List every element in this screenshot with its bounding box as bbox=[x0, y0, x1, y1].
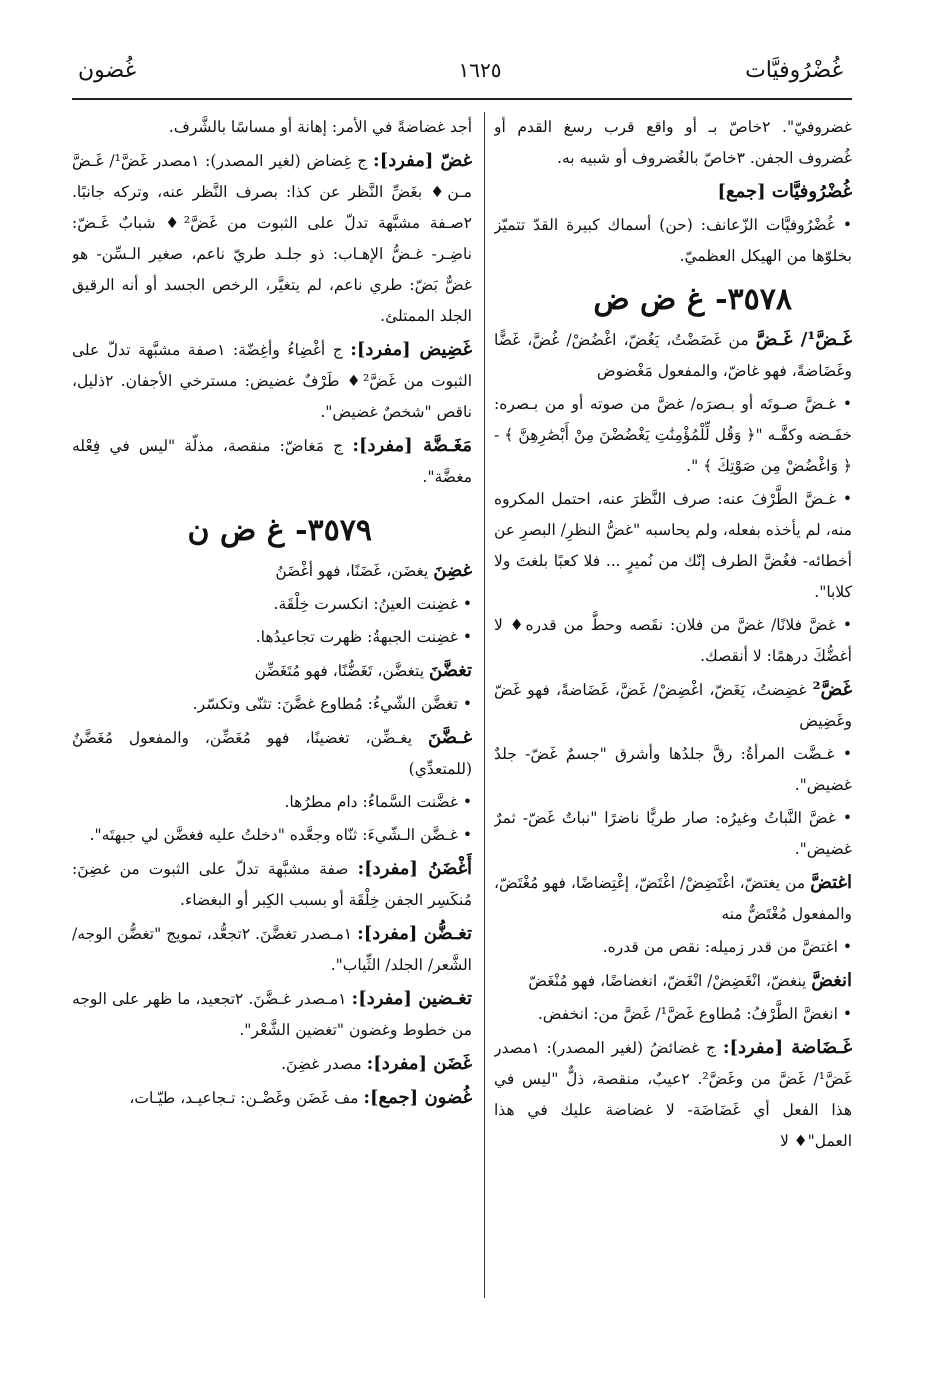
column-divider bbox=[484, 112, 485, 1298]
entry-headword: غُضون [جمع]: bbox=[363, 1087, 472, 1108]
entry-definition: أجد غضاضةً في الأمر: إهانة أو مساسًا بالشَّرف. bbox=[168, 118, 472, 136]
dictionary-entry bbox=[494, 739, 852, 801]
dictionary-entry bbox=[72, 112, 472, 143]
header-first-entry: غُضْرُوفيَّات bbox=[745, 58, 843, 83]
entry-headword: تغضَّنَ bbox=[428, 660, 472, 681]
entry-definition: ١مـصدر تغضَّنَ. ٢تجعُّد، تمويج "تغضُّن الوجه/ الشَّعر/ الجلد/ الثِّياب". bbox=[72, 925, 472, 974]
entry-headword: انغضَّ bbox=[811, 970, 852, 991]
entry-definition: ج غِضاض (لغير المصدر): ١مصدر غَضَّ¹/ غَـضَّ مـن♦ بغَضِّ النَّظر عن كذا: بصرف النَّظر عنه، وتركه جانبًا. ٢صـفة مشبَّهة تدلّ على الثبوت من غَضَّ²♦ شبابٌ غَـضّ: ناضِـر- غـضُّ الإهـاب: ذو جلـد طريّ ناعم، صغير الـسِّن- هو غضٌّ بَضّ: طري ناعم، لم يتغيَّر، الرخص الجسد أو أنه الرقيق الجلد الممتلئ. bbox=[72, 152, 472, 325]
entry-definition: يتغضَّن، تَغَضُّنًا، فهو مُتَغَضِّن bbox=[254, 662, 425, 680]
header-rule bbox=[72, 98, 852, 100]
dictionary-entry bbox=[72, 689, 472, 720]
root-heading: ٣٥٧٨- غ ض ض bbox=[593, 282, 792, 317]
entry-definition: صفة مشبَّهة تدلّ على الثبوت من غضِنَ: مُنكَسِر الجفن خِلْقَة أو بسبب الكِبر أو البغضاء. bbox=[72, 860, 472, 909]
entry-definition: • غضَّنت السَّماءُ: دام مطرُها. bbox=[284, 793, 472, 811]
dictionary-entry bbox=[494, 999, 852, 1030]
dictionary-entry bbox=[494, 389, 852, 482]
entry-definition: ينغضّ، انْغَضِضْ/ انْغَضّ، انغضاضًا، فهو مُنْغَضّ bbox=[528, 972, 807, 990]
right-column bbox=[494, 112, 852, 1302]
dictionary-entry bbox=[494, 610, 852, 672]
entry-definition: • انغضَّ الطَّرْفُ: مُطاوع غَضَّ¹/ غَضَّ من: انخفض. bbox=[537, 1005, 852, 1023]
entry-definition: • غُضْرُوفيَّات الزّعانف: (حن) أسماك كبيرة القدّ تتميّز بخلوّها من الهيكل العظميّ. bbox=[494, 216, 852, 265]
entry-definition: ج أغْضِاءُ وأغِضّة: ١صفة مشبَّهة تدلّ على الثبوت من غَضَّ²♦ طَرْفٌ غضيض: مسترخي الأجفان. ٢ذليل، ناقص "شخصٌ غضيض". bbox=[72, 341, 472, 421]
dictionary-entry bbox=[494, 324, 852, 387]
entry-definition: • غـضَّ صـوتَه أو بـصرَه/ غضَّ من صوته أو من بـصره: خفَـضه وكفَّـه "﴿ وَقُل لِّلْمُؤْمِنَٰتِ يَغْضُضْنَ مِنْ أَبْصَٰرِهِنَّ ﴾ - ﴿ وَاغْضُضْ مِن صَوْتِكَ ﴾ ". bbox=[494, 395, 852, 475]
entry-definition: ج غضائضُ (لغير المصدر): ١مصدر غَضَّ¹/ غَضَّ من وغَضَّ². ٢عيبٌ، منقصة، ذلٌّ "ليس في هذا الفعل أي غَضَاضَة- لا غضاضة عليك في هذا العمل"♦ لا bbox=[494, 1039, 852, 1150]
entry-definition: يغـضِّن، تغضينًا، فهو مُغَضِّن، والمفعول مُغَضَّنٌ (للمتعدِّي) bbox=[72, 729, 472, 778]
entry-headword: غَضِيض [مفرد]: bbox=[350, 339, 472, 360]
root-heading: ٣٥٧٩- غ ض ن bbox=[187, 513, 372, 548]
dictionary-entry bbox=[72, 555, 472, 587]
dictionary-entry bbox=[72, 622, 472, 653]
entry-definition: غضروفيّ". ٢خاصّ بـ أو واقع قرب رسغ القدم أو غُضروف الجفن. ٣خاصّ بالغُضروف أو شبيه به. bbox=[494, 118, 852, 167]
dictionary-entry bbox=[494, 1032, 852, 1157]
entry-headword: أَغْضَنُ [مفرد]: bbox=[357, 858, 472, 879]
entry-headword: غَضَّ² bbox=[812, 679, 852, 700]
dictionary-entry bbox=[72, 145, 472, 332]
left-column bbox=[72, 112, 472, 1302]
entry-headword: مَغَـضَّة [مفرد]: bbox=[352, 435, 472, 456]
entry-headword: غُضْرُوفيَّات [جمع] bbox=[717, 181, 852, 202]
entry-definition: • اغتضَّ من قدر زميله: نقص من قدره. bbox=[602, 938, 852, 956]
dictionary-entry bbox=[72, 787, 472, 818]
entry-headword: غَـضَاضة [مفرد]: bbox=[722, 1037, 852, 1058]
dictionary-entry bbox=[494, 674, 852, 737]
entry-headword: اغتضَّ bbox=[810, 872, 852, 893]
entry-definition: مصدر غضِنَ. bbox=[281, 1055, 362, 1073]
entry-definition: • تغضَّن الشّيءُ: مُطاوع غضَّنَ: تثنّى وتكسّر. bbox=[192, 695, 472, 713]
entry-definition: • غـضَّت المرأةُ: رقَّ جلدُها وأشرق "جسمٌ غَضّ- جلدٌ غضيض". bbox=[494, 745, 852, 794]
dictionary-entry bbox=[72, 334, 472, 428]
entry-headword: غـضَّنَ bbox=[427, 727, 472, 748]
page-number: ١٦٢٥ bbox=[458, 58, 502, 82]
entry-headword: غَـضَّ¹/ غَـضَّ bbox=[755, 329, 852, 350]
dictionary-entry bbox=[72, 430, 472, 493]
entry-headword: غَضَن [مفرد]: bbox=[366, 1053, 472, 1074]
dictionary-entry bbox=[72, 589, 472, 620]
dictionary-entry bbox=[494, 932, 852, 963]
entry-definition: غضِضتُ، يَغَضّ، اغْضِضْ/ غَضَّ، غَضَاضةً، فهو غَضّ وغَضِيض bbox=[494, 681, 852, 730]
dictionary-entry bbox=[72, 918, 472, 981]
dictionary-entry bbox=[494, 965, 852, 997]
dictionary-entry bbox=[494, 484, 852, 608]
entry-definition: ج مَغاضّ: منقصة، مذلّة "ليس في فِعْله مغضَّة". bbox=[72, 437, 472, 486]
entry-definition: يغضَن، غَضَنًا، فهو أغْضَنُ bbox=[275, 562, 429, 580]
dictionary-entry bbox=[494, 112, 852, 174]
entry-definition: مف غَضَن وغَضْـن: تـجاعيـد، طيّـات، bbox=[129, 1089, 359, 1107]
entry-definition: ١مـصدر غـضَّنَ. ٢تجعيد، ما ظهر على الوجه من خطوط وغضون "تغضين الشَّعْر". bbox=[72, 990, 472, 1039]
dictionary-entry bbox=[494, 210, 852, 272]
entry-definition: • غـضَّن الـشّيءَ: ثنّاه وجعَّده "دخلتُ عليه فغضَّن لي جبهتَه". bbox=[89, 826, 472, 844]
entry-definition: • غضِنت العينُ: انكسرت خِلْقَة. bbox=[273, 595, 472, 613]
entry-definition: • غـضَّ الطَّرْفَ عنه: صرف النَّظرَ عنه، احتمل المكروه منه، لم يأخذه بفعله، ولم يحاسبه "غضُّ النظرِ/ البصرِ عن أخطائه- فغُضَّ الطرف إنّك من نُميرٍ ... فلا كعبًا بلغتَ ولا كلابا". bbox=[494, 490, 852, 601]
dictionary-entry bbox=[72, 853, 472, 916]
dictionary-entry bbox=[72, 1048, 472, 1080]
entry-headword: تغـضُّن [مفرد]: bbox=[357, 923, 472, 944]
entry-definition: • غضَّ النَّباتُ وغيرُه: صار طريًّا ناضرًا "نباتٌ غَضّ- ثمرٌ غضيض". bbox=[494, 809, 852, 858]
dictionary-entry bbox=[72, 820, 472, 851]
dictionary-entry bbox=[72, 1082, 472, 1114]
dictionary-entry bbox=[72, 983, 472, 1046]
dictionary-entry bbox=[494, 867, 852, 930]
dictionary-entry bbox=[494, 176, 852, 208]
dictionary-entry bbox=[72, 722, 472, 785]
entry-headword: غضِنَ bbox=[433, 560, 472, 581]
header-last-entry: غُضون bbox=[78, 58, 137, 83]
entry-definition: • غضَّ فلانًا/ غضَّ من فلان: نقَصه وحطَّ من قدره♦ لا أغضُّكَ درهمًا: لا أنقصك. bbox=[494, 616, 852, 665]
entry-definition: من غَضَضْتُ، يَغُضّ، اغْضُضْ/ غُضَّ، غَضًّا وغَضَاضةً، فهو غاضّ، والمفعول مَغْضوض bbox=[494, 331, 852, 380]
entry-headword: غضّ [مفرد]: bbox=[373, 150, 472, 171]
dictionary-entry bbox=[72, 655, 472, 687]
entry-headword: تغـضين [مفرد]: bbox=[351, 988, 472, 1009]
dictionary-entry bbox=[494, 803, 852, 865]
entry-definition: • غضِنت الجبهةُ: ظهرت تجاعيدُها. bbox=[255, 628, 472, 646]
entry-definition: من يغتضّ، اغْتَضِضْ/ اغْتَضّ، إغْتِضاضًا، فهو مُغْتَضّ، والمفعول مُغْتَضٌّ منه bbox=[494, 874, 852, 923]
